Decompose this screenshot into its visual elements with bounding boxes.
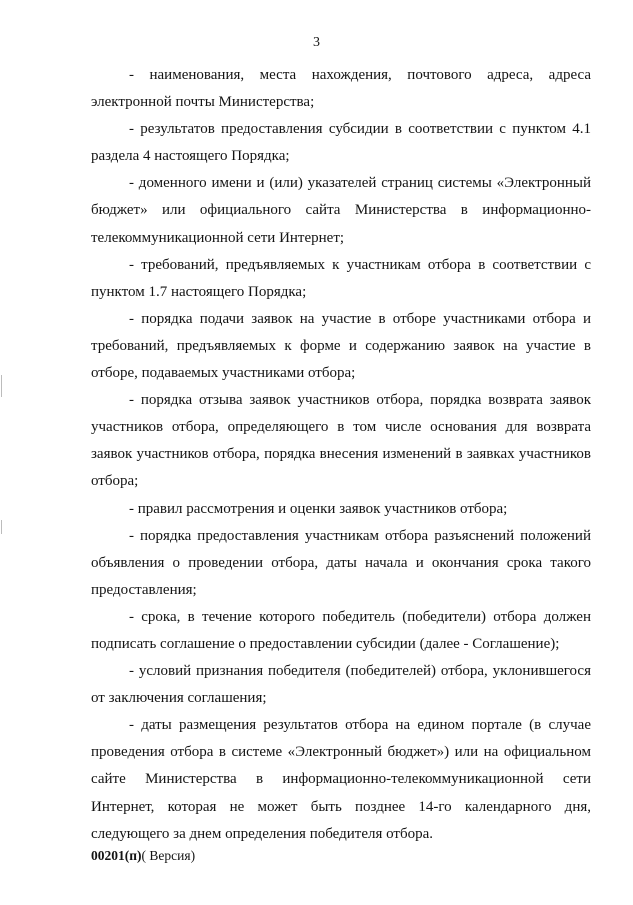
paragraph: - требований, предъявляемых к участникам отбора в соответствии с пунктом 1.7 настоящего Порядка; — [91, 256, 591, 300]
scan-artifact — [1, 375, 2, 397]
paragraph: - даты размещения результатов отбора на едином портале (в случае проведения отбора в системе «Электронный бюджет») или на официальном сайте Министерства в информационно-телекоммуникационной сети Интернет, которая не может быть позднее 14-го календарного дня, следующего за днем определения победителя отбора. — [91, 717, 591, 842]
paragraph: - срока, в течение которого победитель (победители) отбора должен подписать соглашение о предоставлении субсидии (далее - Соглашение); — [91, 608, 591, 652]
paragraph: - порядка предоставления участникам отбора разъяснений положений объявления о проведении отбора, даты начала и окончания срока такого предоставления; — [91, 527, 591, 598]
document-version: ( Версия) — [141, 848, 196, 863]
paragraph: - наименования, места нахождения, почтового адреса, адреса электронной почты Министерства; — [91, 67, 591, 111]
paragraph: - результатов предоставления субсидии в соответствии с пунктом 4.1 раздела 4 настоящего Порядка; — [91, 121, 591, 165]
paragraph: - правил рассмотрения и оценки заявок участников отбора; — [129, 500, 508, 517]
footer — [91, 848, 195, 864]
paragraph: - порядка подачи заявок на участие в отборе участниками отбора и требований, предъявляемых к форме и содержанию заявок на участие в отборе, подаваемых участниками отбора; — [91, 310, 591, 382]
paragraph: - порядка отзыва заявок участников отбора, порядка возврата заявок участников отбора, определяющего в том числе основания для возврата заявок участников отбора, порядка внесения изменений в заявках участников отбора; — [91, 392, 591, 490]
paragraph: - условий признания победителя (победителей) отбора, уклонившегося от заключения соглашения; — [91, 663, 591, 707]
page-number: 3 — [313, 35, 320, 50]
scan-artifact — [1, 520, 2, 534]
document-body — [91, 62, 591, 848]
paragraph: - доменного имени и (или) указателей страниц системы «Электронный бюджет» или официального сайта Министерства в информационно-телекоммуникационной сети Интернет; — [91, 175, 591, 246]
document-code: 00201(п) — [91, 848, 142, 863]
